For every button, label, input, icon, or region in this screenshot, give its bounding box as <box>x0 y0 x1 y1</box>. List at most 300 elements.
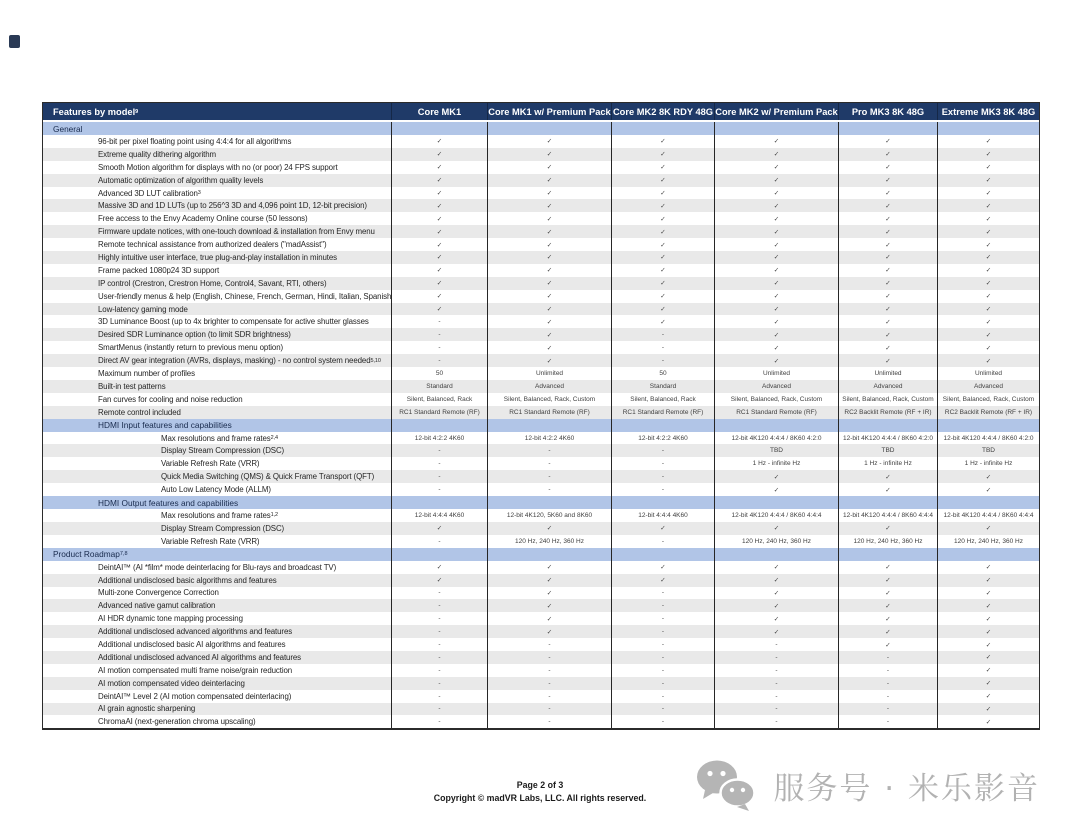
check-mark: ✓ <box>714 264 838 277</box>
dash-mark: - <box>391 587 487 600</box>
check-mark: ✓ <box>611 174 714 187</box>
value-cell: RC2 Backlit Remote (RF + IR) <box>838 406 937 419</box>
section-title: HDMI Output features and capabilities <box>98 497 239 508</box>
feature-row <box>43 315 1039 328</box>
dash-mark: - <box>611 690 714 703</box>
feature-label: Remote control included <box>98 407 181 417</box>
dash-mark: - <box>487 457 611 470</box>
dash-mark: - <box>611 599 714 612</box>
check-mark: ✓ <box>391 277 487 290</box>
check-mark: ✓ <box>714 212 838 225</box>
check-mark: ✓ <box>714 612 838 625</box>
feature-label: AI motion compensated video deinterlacing <box>98 678 245 688</box>
check-mark: ✓ <box>838 599 937 612</box>
feature-row <box>43 470 1039 483</box>
feature-label: Desired SDR Luminance option (to limit SDR brightness) <box>98 330 291 340</box>
feature-label: 96-bit per pixel floating point using 4:4:4 for all algorithms <box>98 136 292 146</box>
value-cell: 12-bit 4K120 4:4:4 / 8K60 4:4:4 <box>714 509 838 522</box>
check-mark: ✓ <box>838 212 937 225</box>
value-cell: 12-bit 4K120 4:4:4 / 8K60 4:2:0 <box>937 432 1039 445</box>
check-mark: ✓ <box>937 328 1039 341</box>
feature-label: Quick Media Switching (QMS) & Quick Frame Transport (QFT) <box>161 472 375 482</box>
feature-row <box>43 212 1039 225</box>
dash-mark: - <box>487 677 611 690</box>
value-cell: RC1 Standard Remote (RF) <box>391 406 487 419</box>
section-fill <box>487 122 611 135</box>
check-mark: ✓ <box>838 290 937 303</box>
feature-row <box>43 715 1039 728</box>
feature-row <box>43 264 1039 277</box>
check-mark: ✓ <box>838 483 937 496</box>
value-cell: 1 Hz - infinite Hz <box>714 457 838 470</box>
value-cell: Silent, Balanced, Rack <box>391 393 487 406</box>
feature-row <box>43 664 1039 677</box>
dash-mark: - <box>391 470 487 483</box>
feature-row <box>43 483 1039 496</box>
check-mark: ✓ <box>487 264 611 277</box>
section-fill <box>611 419 714 432</box>
feature-label: Smooth Motion algorithm for displays with no (or poor) 24 FPS support <box>98 162 338 172</box>
check-mark: ✓ <box>714 199 838 212</box>
check-mark: ✓ <box>714 148 838 161</box>
feature-row <box>43 638 1039 651</box>
check-mark: ✓ <box>714 187 838 200</box>
check-mark: ✓ <box>714 303 838 316</box>
check-mark: ✓ <box>714 587 838 600</box>
section-fill <box>714 122 838 135</box>
value-cell: Advanced <box>838 380 937 393</box>
check-mark: ✓ <box>937 225 1039 238</box>
check-mark: ✓ <box>838 187 937 200</box>
dash-mark: - <box>611 341 714 354</box>
check-mark: ✓ <box>937 135 1039 148</box>
feature-label: AI motion compensated multi frame noise/grain reduction <box>98 665 293 675</box>
dash-mark: - <box>391 483 487 496</box>
scan-artifact <box>9 35 20 48</box>
check-mark: ✓ <box>391 264 487 277</box>
dash-mark: - <box>391 328 487 341</box>
value-cell: Silent, Balanced, Rack, Custom <box>937 393 1039 406</box>
value-cell: 12-bit 4K120 4:4:4 / 8K60 4:4:4 <box>937 509 1039 522</box>
dash-mark: - <box>838 690 937 703</box>
check-mark: ✓ <box>611 522 714 535</box>
check-mark: ✓ <box>611 277 714 290</box>
check-mark: ✓ <box>391 251 487 264</box>
section-fill <box>937 419 1039 432</box>
check-mark: ✓ <box>487 574 611 587</box>
check-mark: ✓ <box>487 341 611 354</box>
check-mark: ✓ <box>487 148 611 161</box>
feature-row <box>43 457 1039 470</box>
check-mark: ✓ <box>611 264 714 277</box>
section-fill <box>838 548 937 561</box>
value-cell: TBD <box>838 444 937 457</box>
value-cell: Unlimited <box>937 367 1039 380</box>
check-mark: ✓ <box>838 574 937 587</box>
check-mark: ✓ <box>937 483 1039 496</box>
section-fill <box>611 122 714 135</box>
check-mark: ✓ <box>487 187 611 200</box>
dash-mark: - <box>611 354 714 367</box>
dash-mark: - <box>611 587 714 600</box>
feature-label: Additional undisclosed advanced AI algorithms and features <box>98 652 301 662</box>
check-mark: ✓ <box>487 290 611 303</box>
dash-mark: - <box>391 535 487 548</box>
check-mark: ✓ <box>937 677 1039 690</box>
check-mark: ✓ <box>391 522 487 535</box>
features-by-model-header: Features by model 9 <box>53 106 139 117</box>
section-fill <box>487 419 611 432</box>
column-header: Core MK2 w/ Premium Pack <box>714 103 838 120</box>
value-cell: 12-bit 4:2:2 4K60 <box>487 432 611 445</box>
dash-mark: - <box>391 599 487 612</box>
section-fill <box>937 496 1039 509</box>
check-mark: ✓ <box>937 703 1039 716</box>
check-mark: ✓ <box>391 238 487 251</box>
feature-label: Auto Low Latency Mode (ALLM) <box>161 485 271 495</box>
check-mark: ✓ <box>714 251 838 264</box>
dash-mark: - <box>838 651 937 664</box>
check-mark: ✓ <box>611 238 714 251</box>
check-mark: ✓ <box>391 303 487 316</box>
value-cell: 120 Hz, 240 Hz, 360 Hz <box>714 535 838 548</box>
check-mark: ✓ <box>611 187 714 200</box>
dash-mark: - <box>611 457 714 470</box>
check-mark: ✓ <box>391 561 487 574</box>
value-cell: 12-bit 4K120 4:4:4 / 8K60 4:2:0 <box>838 432 937 445</box>
check-mark: ✓ <box>487 587 611 600</box>
feature-label: User-friendly menus & help (English, Chinese, French, German, Hindi, Italian, Spanish <box>98 291 391 301</box>
check-mark: ✓ <box>487 522 611 535</box>
section-fill <box>391 419 487 432</box>
check-mark: ✓ <box>714 470 838 483</box>
check-mark: ✓ <box>611 561 714 574</box>
value-cell: Silent, Balanced, Rack <box>611 393 714 406</box>
table-header-row <box>43 103 1039 122</box>
check-mark: ✓ <box>838 638 937 651</box>
check-mark: ✓ <box>937 341 1039 354</box>
dash-mark: - <box>391 638 487 651</box>
check-mark: ✓ <box>937 251 1039 264</box>
feature-row <box>43 522 1039 535</box>
column-header: Core MK1 w/ Premium Pack <box>487 103 611 120</box>
check-mark: ✓ <box>714 290 838 303</box>
section-row <box>43 548 1039 561</box>
check-mark: ✓ <box>487 612 611 625</box>
feature-row <box>43 432 1039 445</box>
dash-mark: - <box>391 664 487 677</box>
feature-row <box>43 225 1039 238</box>
value-cell: Standard <box>611 380 714 393</box>
dash-mark: - <box>391 457 487 470</box>
check-mark: ✓ <box>937 303 1039 316</box>
check-mark: ✓ <box>937 470 1039 483</box>
check-mark: ✓ <box>838 612 937 625</box>
check-mark: ✓ <box>838 328 937 341</box>
check-mark: ✓ <box>487 277 611 290</box>
value-cell: Unlimited <box>487 367 611 380</box>
value-cell: Unlimited <box>838 367 937 380</box>
feature-label: Maximum number of profiles <box>98 368 195 378</box>
dash-mark: - <box>391 703 487 716</box>
check-mark: ✓ <box>838 315 937 328</box>
check-mark: ✓ <box>487 174 611 187</box>
dash-mark: - <box>391 612 487 625</box>
check-mark: ✓ <box>611 135 714 148</box>
value-cell: 12-bit 4:4:4 4K60 <box>391 509 487 522</box>
check-mark: ✓ <box>937 599 1039 612</box>
feature-row <box>43 238 1039 251</box>
feature-label: Low-latency gaming mode <box>98 304 188 314</box>
feature-row <box>43 277 1039 290</box>
section-fill <box>714 419 838 432</box>
feature-label: 3D Luminance Boost (up to 4x brighter to compensate for active shutter glasses <box>98 317 369 327</box>
check-mark: ✓ <box>838 561 937 574</box>
check-mark: ✓ <box>611 199 714 212</box>
check-mark: ✓ <box>611 212 714 225</box>
feature-row <box>43 599 1039 612</box>
check-mark: ✓ <box>391 187 487 200</box>
feature-comparison-table <box>42 102 1040 730</box>
dash-mark: - <box>611 703 714 716</box>
value-cell: 1 Hz - infinite Hz <box>838 457 937 470</box>
dash-mark: - <box>611 651 714 664</box>
check-mark: ✓ <box>937 315 1039 328</box>
value-cell: RC1 Standard Remote (RF) <box>487 406 611 419</box>
value-cell: Silent, Balanced, Rack, Custom <box>838 393 937 406</box>
value-cell: 1 Hz - infinite Hz <box>937 457 1039 470</box>
feature-label: Automatic optimization of algorithm quality levels <box>98 175 264 185</box>
value-cell: RC2 Backlit Remote (RF + IR) <box>937 406 1039 419</box>
feature-row <box>43 444 1039 457</box>
check-mark: ✓ <box>937 277 1039 290</box>
dash-mark: - <box>714 677 838 690</box>
value-cell: Advanced <box>487 380 611 393</box>
value-cell: 12-bit 4:2:2 4K60 <box>611 432 714 445</box>
dash-mark: - <box>611 470 714 483</box>
section-row <box>43 496 1039 509</box>
check-mark: ✓ <box>391 174 487 187</box>
check-mark: ✓ <box>487 303 611 316</box>
check-mark: ✓ <box>937 212 1039 225</box>
section-fill <box>937 122 1039 135</box>
check-mark: ✓ <box>937 238 1039 251</box>
feature-label: Additional undisclosed basic AI algorithms and features <box>98 640 286 649</box>
check-mark: ✓ <box>714 625 838 638</box>
value-cell: Silent, Balanced, Rack, Custom <box>487 393 611 406</box>
feature-label: DeintAI™ (AI *film* mode deinterlacing for Blu-rays and broadcast TV) <box>98 562 337 572</box>
feature-row <box>43 328 1039 341</box>
check-mark: ✓ <box>714 561 838 574</box>
dash-mark: - <box>487 483 611 496</box>
section-fill <box>487 496 611 509</box>
feature-label: Max resolutions and frame rates 1,2 <box>161 510 278 520</box>
section-fill <box>838 419 937 432</box>
dash-mark: - <box>714 703 838 716</box>
copyright: Copyright © madVR Labs, LLC. All rights reserved. <box>433 792 647 803</box>
dash-mark: - <box>487 470 611 483</box>
dash-mark: - <box>391 690 487 703</box>
dash-mark: - <box>714 715 838 728</box>
value-cell: Advanced <box>714 380 838 393</box>
check-mark: ✓ <box>714 161 838 174</box>
check-mark: ✓ <box>611 290 714 303</box>
dash-mark: - <box>487 664 611 677</box>
check-mark: ✓ <box>937 664 1039 677</box>
check-mark: ✓ <box>487 161 611 174</box>
feature-label: AI HDR dynamic tone mapping processing <box>98 614 243 624</box>
value-cell: TBD <box>937 444 1039 457</box>
feature-row <box>43 690 1039 703</box>
check-mark: ✓ <box>838 174 937 187</box>
check-mark: ✓ <box>838 277 937 290</box>
check-mark: ✓ <box>487 238 611 251</box>
check-mark: ✓ <box>838 587 937 600</box>
check-mark: ✓ <box>487 328 611 341</box>
dash-mark: - <box>611 715 714 728</box>
check-mark: ✓ <box>391 135 487 148</box>
feature-label: Display Stream Compression (DSC) <box>161 446 285 456</box>
column-header: Core MK2 8K RDY 48G <box>611 103 714 120</box>
feature-label: SmartMenus (instantly return to previous menu option) <box>98 343 284 353</box>
dash-mark: - <box>611 535 714 548</box>
feature-row <box>43 303 1039 316</box>
section-fill <box>391 496 487 509</box>
check-mark: ✓ <box>937 161 1039 174</box>
dash-mark: - <box>838 703 937 716</box>
value-cell: Silent, Balanced, Rack, Custom <box>714 393 838 406</box>
feature-row <box>43 290 1039 303</box>
feature-label: Advanced 3D LUT calibration 3 <box>98 188 201 198</box>
section-fill <box>838 496 937 509</box>
feature-row <box>43 509 1039 522</box>
check-mark: ✓ <box>838 225 937 238</box>
check-mark: ✓ <box>391 148 487 161</box>
dash-mark: - <box>611 328 714 341</box>
check-mark: ✓ <box>714 483 838 496</box>
check-mark: ✓ <box>487 225 611 238</box>
check-mark: ✓ <box>937 174 1039 187</box>
feature-row <box>43 393 1039 406</box>
check-mark: ✓ <box>838 135 937 148</box>
wechat-icon <box>695 758 757 812</box>
value-cell: 120 Hz, 240 Hz, 360 Hz <box>937 535 1039 548</box>
feature-row <box>43 135 1039 148</box>
feature-label: Fan curves for cooling and noise reduction <box>98 394 243 404</box>
check-mark: ✓ <box>714 174 838 187</box>
feature-row <box>43 677 1039 690</box>
value-cell: Standard <box>391 380 487 393</box>
check-mark: ✓ <box>487 199 611 212</box>
section-fill <box>714 496 838 509</box>
check-mark: ✓ <box>487 599 611 612</box>
check-mark: ✓ <box>391 290 487 303</box>
dash-mark: - <box>611 638 714 651</box>
feature-label: Highly intuitive user interface, true plug-and-play installation in minutes <box>98 252 337 262</box>
check-mark: ✓ <box>611 161 714 174</box>
check-mark: ✓ <box>714 574 838 587</box>
check-mark: ✓ <box>714 328 838 341</box>
dash-mark: - <box>611 612 714 625</box>
check-mark: ✓ <box>487 354 611 367</box>
feature-label: Variable Refresh Rate (VRR) <box>161 459 260 469</box>
column-header: Pro MK3 8K 48G <box>838 103 937 120</box>
feature-label: Direct AV gear integration (AVRs, displays, masking) - no control system needed 5,10 <box>98 356 381 366</box>
check-mark: ✓ <box>937 625 1039 638</box>
check-mark: ✓ <box>838 470 937 483</box>
feature-row <box>43 612 1039 625</box>
value-cell: 12-bit 4K120 4:4:4 / 8K60 4:4:4 <box>838 509 937 522</box>
feature-row <box>43 187 1039 200</box>
dash-mark: - <box>714 664 838 677</box>
column-header: Extreme MK3 8K 48G <box>937 103 1039 120</box>
check-mark: ✓ <box>937 148 1039 161</box>
check-mark: ✓ <box>487 625 611 638</box>
check-mark: ✓ <box>611 225 714 238</box>
feature-label: Max resolutions and frame rates 2,4 <box>161 433 278 443</box>
check-mark: ✓ <box>937 187 1039 200</box>
value-cell: 50 <box>391 367 487 380</box>
feature-row <box>43 703 1039 716</box>
check-mark: ✓ <box>937 522 1039 535</box>
section-title: General <box>53 123 83 134</box>
dash-mark: - <box>391 444 487 457</box>
check-mark: ✓ <box>937 574 1039 587</box>
dash-mark: - <box>714 690 838 703</box>
value-cell: RC1 Standard Remote (RF) <box>714 406 838 419</box>
check-mark: ✓ <box>487 561 611 574</box>
section-fill <box>714 548 838 561</box>
feature-row <box>43 341 1039 354</box>
section-fill <box>611 496 714 509</box>
check-mark: ✓ <box>838 199 937 212</box>
check-mark: ✓ <box>937 651 1039 664</box>
check-mark: ✓ <box>937 638 1039 651</box>
section-title: HDMI Input features and capabilities <box>98 420 232 431</box>
feature-label: Additional undisclosed basic algorithms and features <box>98 575 277 585</box>
check-mark: ✓ <box>937 290 1039 303</box>
dash-mark: - <box>714 651 838 664</box>
check-mark: ✓ <box>838 251 937 264</box>
feature-label: Display Stream Compression (DSC) <box>161 523 285 533</box>
watermark-text: 服务号 · 米乐影音 <box>773 770 1040 807</box>
feature-row <box>43 574 1039 587</box>
dash-mark: - <box>391 677 487 690</box>
check-mark: ✓ <box>937 354 1039 367</box>
check-mark: ✓ <box>391 212 487 225</box>
check-mark: ✓ <box>611 148 714 161</box>
feature-row <box>43 406 1039 419</box>
feature-label: Variable Refresh Rate (VRR) <box>161 536 260 546</box>
check-mark: ✓ <box>714 341 838 354</box>
check-mark: ✓ <box>714 277 838 290</box>
check-mark: ✓ <box>714 225 838 238</box>
check-mark: ✓ <box>714 238 838 251</box>
check-mark: ✓ <box>391 574 487 587</box>
value-cell: RC1 Standard Remote (RF) <box>611 406 714 419</box>
watermark <box>695 758 1040 812</box>
check-mark: ✓ <box>714 599 838 612</box>
value-cell: 120 Hz, 240 Hz, 360 Hz <box>838 535 937 548</box>
value-cell: Unlimited <box>714 367 838 380</box>
section-fill <box>838 122 937 135</box>
check-mark: ✓ <box>487 251 611 264</box>
check-mark: ✓ <box>838 341 937 354</box>
feature-label: Extreme quality dithering algorithm <box>98 149 216 159</box>
feature-row <box>43 651 1039 664</box>
value-cell: 50 <box>611 367 714 380</box>
check-mark: ✓ <box>714 522 838 535</box>
